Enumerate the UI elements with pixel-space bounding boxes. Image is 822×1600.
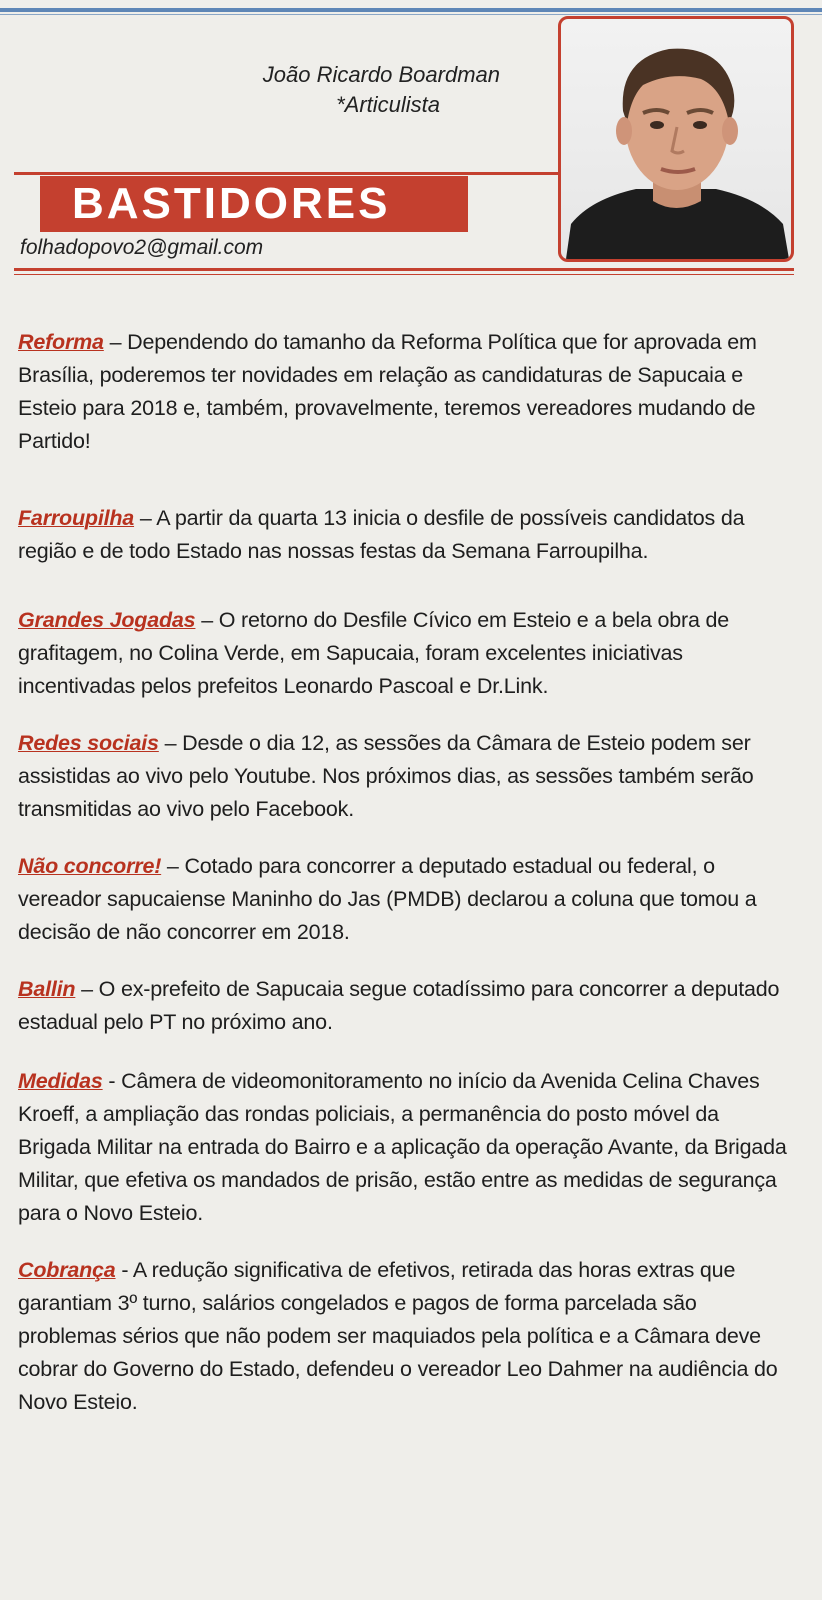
portrait-illustration xyxy=(561,19,791,259)
item-separator: - xyxy=(115,1258,133,1282)
item-text: A redução significativa de efetivos, retirada das horas extras que garantiam 3º turno, salários congelados e pagos de forma parcelada são problemas sérios que não podem ser maquiados pela política e a Câmara deve cobrar do Governo do Estado, defendeu o vereador Leo Dahmer na audiência do Novo Esteio. xyxy=(18,1258,778,1414)
item-reforma xyxy=(18,326,796,458)
item-keyword: Cobrança xyxy=(18,1258,116,1282)
item-separator: – xyxy=(158,731,183,755)
header-bottom-rule-thin xyxy=(14,274,794,275)
item-text: A partir da quarta 13 inicia o desfile de possíveis candidatos da região e de todo Estado nas nossas festas da Semana Farroupilha. xyxy=(18,506,745,563)
item-medidas xyxy=(18,1065,796,1230)
item-keyword: Redes sociais xyxy=(18,731,159,755)
item-grandes-jogadas xyxy=(18,604,796,703)
item-separator: – xyxy=(134,506,157,530)
item-farroupilha xyxy=(18,502,796,568)
item-text: O ex-prefeito de Sapucaia segue cotadíssimo para concorrer a deputado estadual pelo PT no próximo ano. xyxy=(18,977,780,1034)
item-separator: – xyxy=(161,854,185,878)
item-separator: – xyxy=(75,977,99,1001)
author-name: João Ricardo Boardman xyxy=(262,62,500,87)
item-keyword: Reforma xyxy=(18,330,104,354)
item-text: Dependendo do tamanho da Reforma Política que for aprovada em Brasília, poderemos ter novidades em relação as candidaturas de Sapucaia e Esteio para 2018 e, também, provavelmente, teremos vereadores mudando de Partido! xyxy=(18,330,757,453)
author-role: *Articulista xyxy=(336,92,440,117)
item-keyword: Não concorre! xyxy=(18,854,162,878)
item-text: Desde o dia 12, as sessões da Câmara de Esteio podem ser assistidas ao vivo pelo Youtube. Nos próximos dias, as sessões também serão transmitidas ao vivo pelo Facebook. xyxy=(18,731,754,821)
top-rule xyxy=(0,8,822,12)
item-ballin xyxy=(18,973,796,1039)
item-text: O retorno do Desfile Cívico em Esteio e a bela obra de grafitagem, no Colina Verde, em Sapucaia, foram excelentes iniciativas incentivadas pelos prefeitos Leonardo Pascoal e Dr.Link. xyxy=(18,608,729,698)
item-text: Câmera de videomonitoramento no início da Avenida Celina Chaves Kroeff, a ampliação das rondas policiais, a permanência do posto móvel da Brigada Militar na entrada do Bairro e a aplicação da operação Avante, da Brigada Militar, que efetiva os mandados de prisão, estão entre as medidas de segurança para o Novo Esteio. xyxy=(18,1069,787,1225)
item-separator: – xyxy=(103,330,128,354)
header-bottom-rule xyxy=(14,268,794,271)
column-items xyxy=(18,326,796,1419)
author-portrait-icon xyxy=(558,16,794,262)
item-keyword: Grandes Jogadas xyxy=(18,608,196,632)
item-separator: – xyxy=(195,608,219,632)
item-text: Cotado para concorrer a deputado estadual ou federal, o vereador sapucaiense Maninho do Jas (PMDB) declarou a coluna que tomou a decisão de não concorrer em 2018. xyxy=(18,854,757,944)
item-keyword: Medidas xyxy=(18,1069,103,1093)
banner-top-rule xyxy=(14,172,559,175)
item-nao-concorre xyxy=(18,850,796,949)
section-title: BASTIDORES xyxy=(40,176,468,232)
item-cobranca xyxy=(18,1254,796,1419)
item-keyword: Farroupilha xyxy=(18,506,135,530)
top-rule-thin xyxy=(0,14,822,15)
author-byline xyxy=(200,60,500,120)
item-keyword: Ballin xyxy=(18,977,76,1001)
item-separator: - xyxy=(102,1069,122,1093)
item-redes-sociais xyxy=(18,727,796,826)
author-email: folhadopovo2@gmail.com xyxy=(20,236,264,259)
